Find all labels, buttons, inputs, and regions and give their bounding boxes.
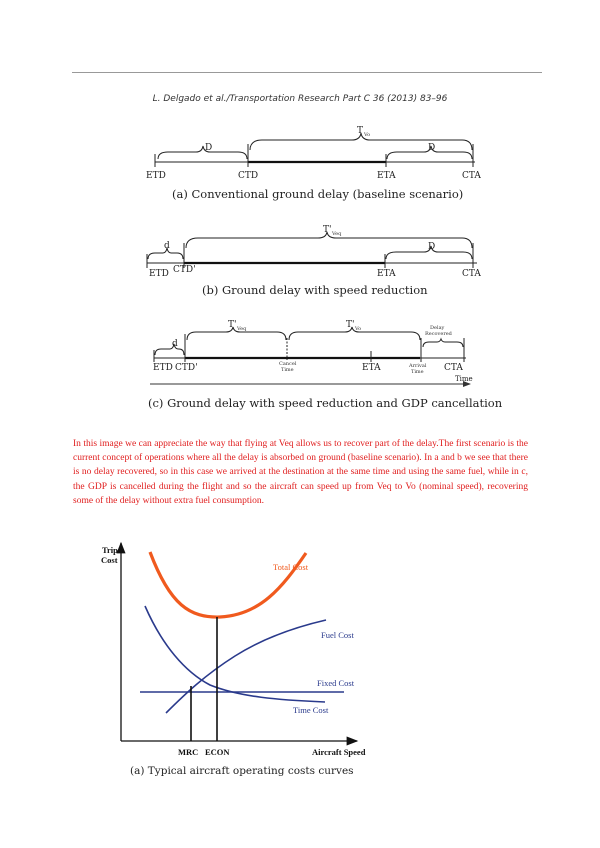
fig-c-recovered-2: Recovered [425,331,452,337]
explanation-text: In this image we can appreciate the way that flying at Veq allows us to recover part of the delay.The first scenario is the current concept of operations where all the delay is absorbed on ground (baseline scenario). In a and b we see that there is no delay recovered, so in this case we arrived at the destination at the same time and using the same fuel, while in c, the GDP is cancelled during the flight and so the aircraft can speed up from Veq to Vo (nominal speed), recovering some of the delay without extra fuel consumption. [73,439,528,506]
fuel-cost-label: Fuel Cost [321,630,354,640]
fig-a-tvo: T [357,126,364,136]
fig-c-etd: ETD [153,363,173,373]
fig-a-d-ground: D [205,143,213,153]
fig-c-arrival-1: Arrival [409,363,427,369]
fig-a-caption: (a) Conventional ground delay (baseline scenario) [172,187,464,201]
fig-b-ctd: CTD' [173,265,196,275]
y-axis-label-2: Cost [101,555,118,565]
fig-c-d-ground: d [172,339,178,349]
cost-chart-caption: (a) Typical aircraft operating costs curves [130,765,354,777]
fig-a-d-air: D [428,143,436,153]
fig-a-cta: CTA [462,171,481,181]
fig-b-cta: CTA [462,269,481,279]
fig-b-caption: (b) Ground delay with speed reduction [202,283,428,297]
fig-c-cta: CTA [444,363,463,373]
fig-c-tvo: T' [346,320,355,330]
fixed-cost-label: Fixed Cost [317,678,355,688]
y-axis-label-1: Trip [102,545,118,555]
total-cost-label: Total Cost [273,562,309,572]
mrc-label: MRC [178,747,199,757]
fig-c-arrival-2: Time [411,369,424,375]
fig-c-cancel-1: Cancel [279,361,297,367]
fig-c-eta: ETA [362,363,381,373]
fig-c-tveq: T' [228,320,237,330]
fig-b-etd: ETD [149,269,169,279]
fig-c-recovered-1: Delay [430,325,445,331]
fig-c-ctd: CTD' [175,363,198,373]
fig-c-tveq-sub: Veq [237,326,247,332]
fig-b-tveq-sub: Veq [332,231,342,237]
fig-a-eta: ETA [377,171,396,181]
fig-a-tvo-sub: Vo [364,132,371,138]
fig-b-d-air: D [428,242,436,252]
fig-b-d-ground: d [164,241,170,251]
fuel-cost-curve [145,606,325,702]
time-cost-curve [166,620,326,713]
fig-a-etd: ETD [146,171,166,181]
fig-c-caption: (c) Ground delay with speed reduction and GDP cancellation [148,396,503,410]
fig-b-tveq: T' [323,225,332,235]
fig-a-ctd: CTD [238,171,259,181]
time-cost-label: Time Cost [293,705,329,715]
fig-c-time-axis: Time [455,375,473,383]
x-axis-label: Aircraft Speed [312,747,366,757]
fig-c-cancel-2: Time [281,367,294,373]
econ-label: ECON [205,747,230,757]
fig-c-tvo-sub: Vo [355,326,362,332]
fig-b-eta: ETA [377,269,396,279]
journal-header: L. Delgado et al./Transportation Research Part C 36 (2013) 83–96 [152,94,448,104]
